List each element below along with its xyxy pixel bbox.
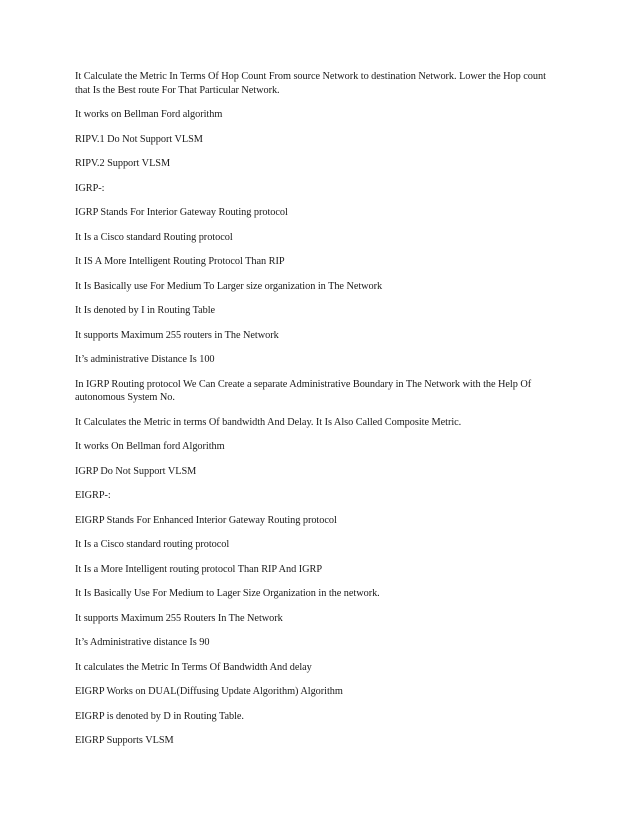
paragraph	[75, 587, 575, 601]
text-line: It Is Basically use For Medium To Larger size organization in The Network	[75, 280, 383, 292]
text-line: EIGRP is denoted by D in Routing Table.	[75, 710, 244, 722]
paragraph	[75, 329, 575, 343]
text-line: EIGRP-:	[75, 490, 111, 501]
paragraph	[75, 489, 575, 503]
text-line: It IS A More Intelligent Routing Protocol Than RIP	[75, 256, 285, 267]
paragraph	[75, 378, 575, 405]
paragraph	[75, 685, 575, 699]
paragraph	[75, 612, 575, 626]
text-line: IGRP-:	[75, 182, 105, 194]
text-line: EIGRP Works on DUAL(Diffusing Update Algorithm) Algorithm	[75, 686, 343, 697]
paragraph	[75, 538, 575, 552]
text-line: It’s administrative Distance Is 100	[75, 354, 215, 365]
paragraph	[75, 416, 575, 430]
text-line: It’s Administrative distance Is 90	[75, 637, 210, 648]
paragraph	[75, 353, 575, 367]
text-line: RIPV.1 Do Not Support VLSM	[75, 133, 203, 145]
paragraph	[75, 710, 575, 724]
text-line: IGRP Stands For Interior Gateway Routing protocol	[75, 207, 288, 218]
text-line: It Calculates the Metric in terms Of bandwidth And Delay. It Is Also Called Composite Metric.	[75, 416, 462, 428]
text-line: It Is a More Intelligent routing protocol Than RIP And IGRP	[75, 563, 323, 575]
paragraph	[75, 280, 575, 294]
text-line: It Is denoted by I in Routing Table	[75, 305, 216, 316]
text-line: It Is a Cisco standard Routing protocol	[75, 231, 233, 243]
paragraph	[75, 255, 575, 269]
paragraph	[75, 440, 575, 454]
paragraph	[75, 304, 575, 318]
text-line: EIGRP Stands For Enhanced Interior Gateway Routing protocol	[75, 514, 337, 526]
paragraph	[75, 70, 575, 97]
paragraph	[75, 206, 575, 220]
paragraph	[75, 563, 575, 577]
text-line: It supports Maximum 255 routers in The Network	[75, 329, 279, 341]
text-line: In IGRP Routing protocol We Can Create a separate Administrative Boundary in The Network with the Help Of	[75, 378, 532, 390]
paragraph	[75, 108, 575, 122]
paragraph	[75, 133, 575, 147]
paragraph	[75, 636, 575, 650]
paragraph	[75, 157, 575, 171]
paragraph	[75, 182, 575, 196]
paragraph	[75, 734, 575, 748]
paragraph	[75, 231, 575, 245]
text-line: It Is a Cisco standard routing protocol	[75, 539, 230, 550]
text-line: EIGRP Supports VLSM	[75, 735, 174, 746]
text-line: that Is the Best route For That Particular Network.	[75, 84, 280, 96]
paragraph	[75, 465, 575, 479]
text-line: autonomous System No.	[75, 392, 175, 403]
text-line: RIPV.2 Support VLSM	[75, 158, 171, 169]
text-line: It Is Basically Use For Medium to Lager Size Organization in the network.	[75, 588, 380, 599]
text-line: It supports Maximum 255 Routers In The Network	[75, 612, 283, 624]
text-line: It works On Bellman ford Algorithm	[75, 441, 225, 452]
text-line: IGRP Do Not Support VLSM	[75, 465, 197, 477]
document-body	[75, 70, 575, 759]
text-line: It Calculate the Metric In Terms Of Hop Count From source Network to destination Network. Lower the Hop count	[75, 71, 546, 82]
paragraph	[75, 661, 575, 675]
paragraph	[75, 514, 575, 528]
text-line: It calculates the Metric In Terms Of Bandwidth And delay	[75, 661, 312, 673]
text-line: It works on Bellman Ford algorithm	[75, 109, 223, 120]
